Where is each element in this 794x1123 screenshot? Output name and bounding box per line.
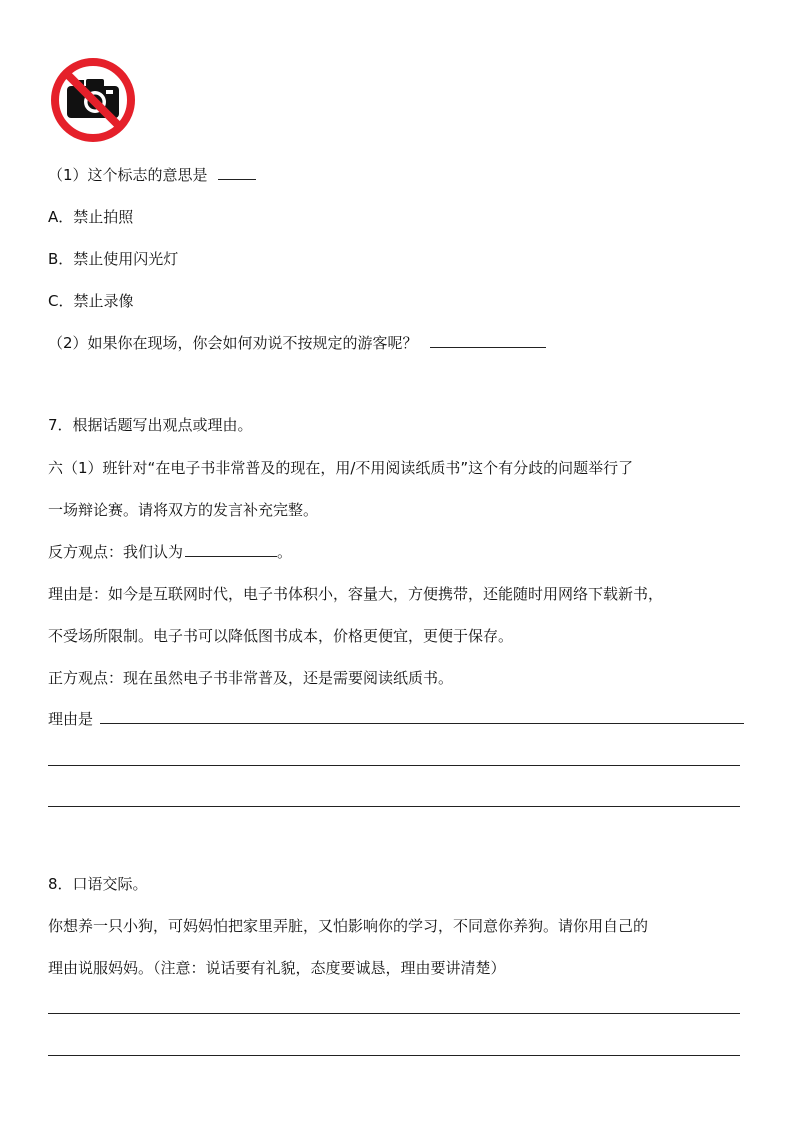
q7-pro-reason-line-3[interactable] [48,806,740,807]
no-camera-sign-icon [50,57,136,143]
q6-sub2-answer-blank[interactable] [430,333,546,348]
q6-option-c: C．禁止录像 [48,292,134,310]
q7-pro-view: 正方观点：现在虽然电子书非常普及，还是需要阅读纸质书。 [48,669,454,687]
q7-title: 7．根据话题写出观点或理由。 [48,416,253,434]
q7-con-reason-line1: 理由是：如今是互联网时代，电子书体积小，容量大，方便携带，还能随时用网络下载新书， [48,585,664,603]
q8-answer-line-2[interactable] [48,1055,740,1056]
q8-answer-line-1[interactable] [48,1013,740,1014]
q8-title: 8．口语交际。 [48,875,148,893]
q7-pro-reason-line-2[interactable] [48,765,740,766]
q6-option-b: B．禁止使用闪光灯 [48,250,179,268]
q6-sub2: （2）如果你在现场，你会如何劝说不按规定的游客呢？ [48,332,546,353]
q8-line1: 你想养一只小狗，可妈妈怕把家里弄脏，又怕影响你的学习，不同意你养狗。请你用自己的 [48,917,649,935]
q6-option-a: A．禁止拍照 [48,208,134,226]
q7-con-reason-line2: 不受场所限制。电子书可以降低图书成本，价格更便宜，更便于保存。 [48,627,514,645]
q7-con-view: 反方观点：我们认为 。 [48,543,293,561]
q7-intro-line1: 六（1）班针对“在电子书非常普及的现在，用/不用阅读纸质书”这个有分歧的问题举行了 [48,459,634,477]
q7-pro-reason-label: 理由是 [48,710,94,728]
q6-sub1: （1）这个标志的意思是 [48,164,256,185]
q7-pro-reason-line-1[interactable] [100,723,744,724]
q6-sub1-answer-blank[interactable] [218,165,256,180]
q7-con-view-blank[interactable] [185,542,277,557]
q7-intro-line2: 一场辩论赛。请将双方的发言补充完整。 [48,501,319,519]
q8-line2: 理由说服妈妈。（注意：说话要有礼貌，态度要诚恳，理由要讲清楚） [48,959,506,977]
